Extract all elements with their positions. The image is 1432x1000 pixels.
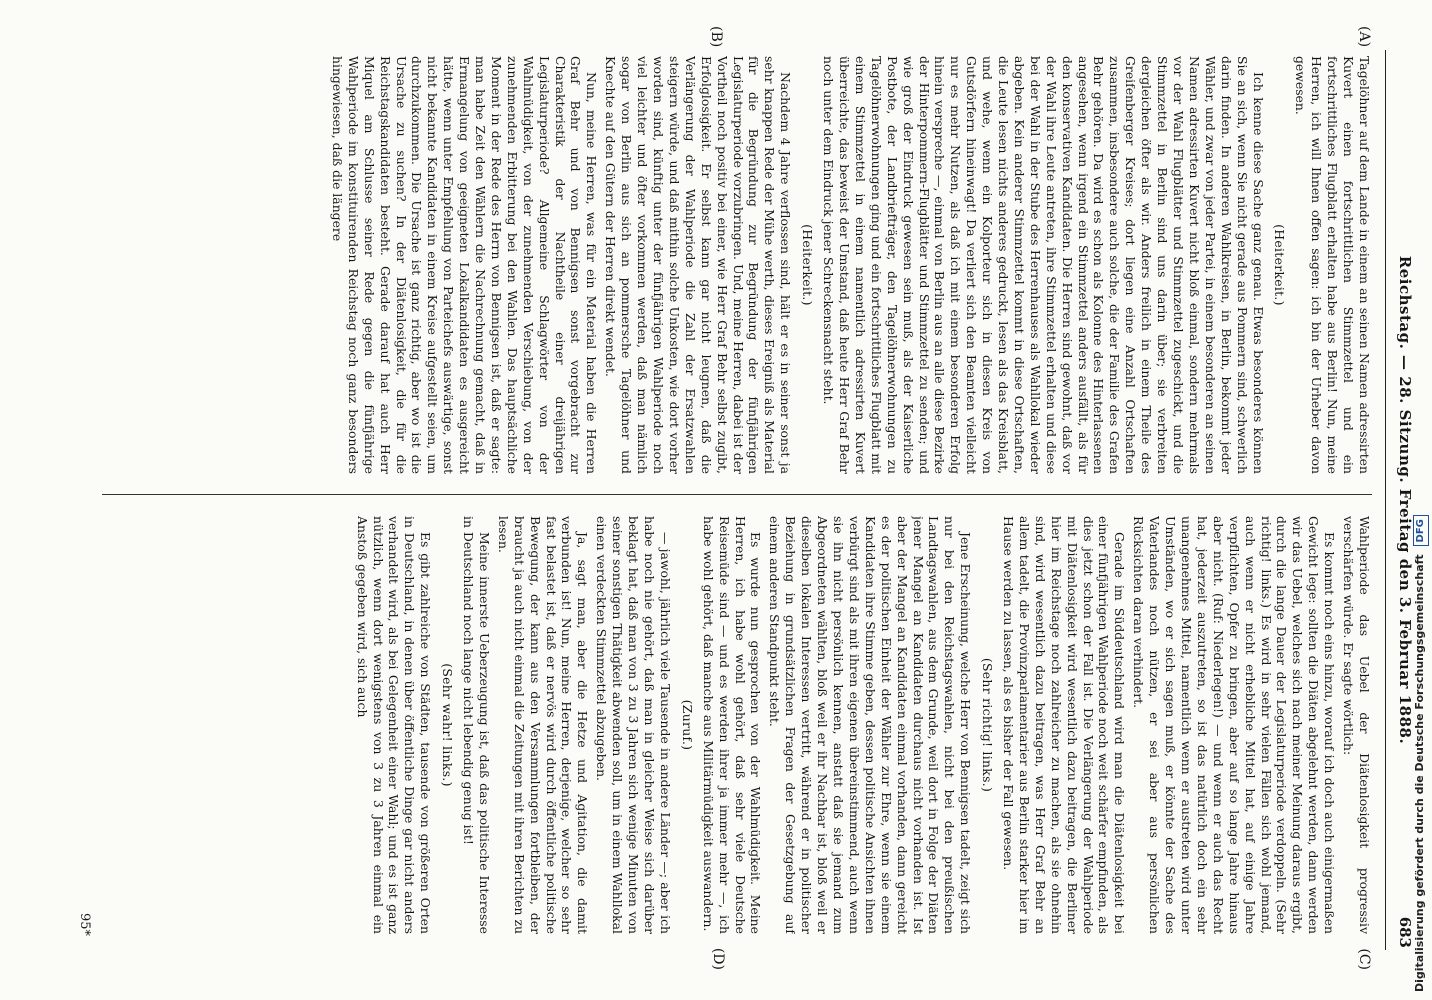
page-number: 683 — [1396, 916, 1414, 948]
paragraph: Nun, meine Herren, was für ein Material haben die Herren Graf Behr und von Bennigsen sonst vorgebracht zur Charakteristik der Nachtheile einer dreijährigen Legislaturperiode? Allgemeine Schlagwörter von der Wahlmüdigkeit, von der zunehmenden Verschiebung, von der zunehmenden Erbitterung bei den Wahlen. Das hauptsächliche Moment in der Rede des Herrn von Bennigsen ist, daß er sagte: man habe Zeit den Wählern die Nachrechnung gemacht, daß in Ermangelung von geeigneten Lokalkandidaten es ausgereicht hätte, wenn unter Empfehlung von Parteichefs auswärtige, sonst nicht bekannte Kandidaten in einem Kreise aufgestellt seien, um durchzukommen. Die Ursache ist ganz richtig, aber wo ist die Ursache zu suchen? In der Diätenlosigkeit, die für die Reichstagskandidaten besteht. Gerade darauf hat auch Herr Miquel am Schlusse seiner Rede gegen die fünfjährige Wahlperiode im konstituirenden Reichstag noch ganz besonders hingewiesen, daß die längere — [329, 56, 600, 474]
right-column — [102, 516, 1372, 934]
paragraph: Nachdem 4 Jahre verflossen sind, hält er es in seiner sonst ja sehr knappen Rede der Mühe werth, dieses Ereigniß als Material für die Begründung zur Begründung der fünfjährigen Legislaturperiode vorzubringen. Und, meine Herren, dabei ist der Vortheil noch positiv bei einer, wie Herr Graf Behr selbst zugibt, Erfolglosigkeit. Er selbst kann gar nicht leugnen, daß die Verlängerung der Wahlperiode die Zahl der Ersatzwahlen steigern würde, und daß mithin solche Unkosten, wie dort vorher worden sind, künftig unter der fünfjährigen Wahlperiode noch viel leichter und öfter vorkommen werden, daß man nämlich sogar von Berlin aus sich an pommersche Tagelöhner und Knechte auf den Gütern der Herren direkt wendet. — [603, 56, 794, 474]
margin-marker-d: (D) — [710, 947, 726, 970]
dfg-logo: DFG — [1413, 515, 1429, 546]
interjection: (Zuruf.) — [679, 699, 695, 751]
column-divider — [102, 494, 1372, 495]
paragraph: Es gibt zahlreiche von Städten, tausende von größeren Orten in Deutschland, in denen über öffentliche Dinge gar nicht anders verhandelt wird, als bei Gelegenheit einer Wahl; und es ist ganz nützlich, wenn dort wenigstens von 3 zu 3 Jahren einmal ein Anstoß gegeben wird, sich auch — [354, 516, 434, 934]
quotation: Es kommt noch eins hinzu, worauf ich doch auch einigermaßen Gewicht lege: sollten die Diäten abgelehnt werden, dann werden wir das Uebel, welches sich nach meiner Meinung daraus ergibt, durch die lange Dauer der Legislaturperiode verdoppeln. (Sehr richtig! links.) Es wird in sehr vielen Fällen sich wohl jemand, auch wenn er nicht erhebliche Mittel hat, auf einige Jahre verpflichten, Opfer zu bringen, aber auf so lange Jahre hinaus aber nicht. (Ruf: Niederlegen!) — und wenn er auch das Recht hat, jederzeit auszutreten, so ist das natürlich doch ein sehr unangenehmes Mittel, namentlich wenn er austreten wird unter Umständen, wo er sich sagen muß, er könnte der Sache des Vaterlandes noch nützen, er sei aber aus persönlichen Rücksichten daran verhindert. — [1131, 516, 1338, 934]
interjection: (Heiterkeit.) — [800, 224, 816, 306]
signature-mark: 95* — [77, 912, 92, 936]
paragraph: Meine innerste Ueberzeugung ist, daß das politische Interesse in Deutschland noch lange nicht lebendig genug ist! — [461, 516, 492, 934]
running-header-title: Reichstag. — 28. Sitzung. Freitag den 3. Februar 1888. — [1396, 255, 1414, 745]
left-column — [102, 56, 1372, 474]
margin-marker-c: (C) — [1356, 948, 1372, 970]
header-rule — [1385, 50, 1386, 950]
paragraph: — jawohl, jährlich viele Tausende in andere Länder —; aber ich habe noch nie gehört, daß man in gleicher Weise sich darüber beklagt hat, daß man von 3 zu 3 Jahren sich wenige Minuten von seiner sonstigen Thätigkeit abwenden soll, um in einem Wahllokal einen verdeckten Stimmzettel abzugeben. — [594, 516, 673, 934]
margin-marker-a: (A) — [1356, 26, 1372, 48]
interjection: (Sehr richtig! links.) — [980, 657, 996, 793]
digitization-credit — [1409, 0, 1431, 1000]
paragraph: Jene Erscheinung, welche Herr von Bennigsen tadelt, zeigt sich nur bei den Reichstagswahlen, nicht bei den preußischen Landtagswahlen, aus dem Grunde, weil dort in Folge der Diäten jener Mangel an Kandidaten durchaus nicht vorhanden ist. Ist aber der Mangel an Kandidaten einmal vorhanden, dann gereicht es der politischen Einheit der Wähler zur Ehre, wenn sie einem Kandidaten ihre Stimme geben, dessen politische Ansichten ihnen verbürgt sind als mit ihren eigenen übereinstimmend, auch wenn sie ihn nicht persönlich kennen, anstatt daß sie jemand zum Abgeordneten wählten, bloß weil er ihr Nachbar ist, bloß weil er dieselben lokalen Interessen vertritt, während er in politischer Beziehung in grundsätzlichen Fragen der Gesetzgebung auf einem anderen Standpunkt steht. — [767, 516, 974, 934]
paragraph: Es wurde nun gesprochen von der Wahlmüdigkeit. Meine Herren, ich habe wohl gehört, daß sehr viele Deutsche Reisemüde sind — und es werden ihrer ja immer mehr —, ich habe wohl gehört, daß manche aus Militärmüdigkeit auswandern. — [700, 516, 764, 934]
paragraph: Ja, sagt man, aber die Hetze und Agitation, die damit verbunden ist! Nun, meine Herren, derjenige, welcher so sehr fast belastet ist, daß er nervös wird durch öffentliche politische Bewegung, der kann aus den Versammlungen fortbleiben, der braucht ja auch nicht einmal die Zeitungen mit ihren Berichten zu lesen. — [495, 516, 591, 934]
paragraph: Tagelöhner auf dem Lande in einem an seinen Namen adressirten Kuvert einen fortschrittlichen Stimmzettel und ein fortschrittliches Flugblatt erhalten habe aus Berlin! Nun, meine Herren, ich will Ihnen offen sagen: ich bin der Urheber davon gewesen. — [1293, 56, 1372, 474]
interjection: (Heiterkeit.) — [1272, 224, 1288, 306]
paragraph: Wahlperiode das Uebel der Diätenlosigkeit progressiv verschärfen würde. Er sagte wörtlich: — [1341, 516, 1372, 934]
paragraph: Gerade im Süddeutschland wird man die Diätenlosigkeit bei einer fünfjährigen Wahlperiode noch weit schärfer empfinden, als dies jetzt schon der Fall ist. Die Verlängerung der Wahlperiode mit Diätenlosigkeit wird wesentlich dazu beitragen, die Berliner hier im Reichstage noch zahlreicher zu machen, als sie ohnehin sind, wird wesentlich dazu beitragen, was Herr Graf Behr an allem tadelt, die Provinzparlamentarier aus Berlin starker hier im Hause werden zu lassen, als es bisher der Fall gewesen. — [1001, 516, 1128, 934]
interjection: (Sehr wahr! links.) — [440, 663, 456, 787]
credit-text: Digitalisierung gefördert durch die Deutsche Forschungsgemeinschaft — [1413, 554, 1426, 992]
paragraph: Ich kenne diese Sache ganz genau. Etwas besonderes können Sie an sich, wenn Sie nicht gerade aus Pommern sind, schwerlich darin finden. In anderen Wahlkreisen, in Berlin, bekommt jeder Wähler, und zwar von jeder Partei, in einem besonderen an seinen Namen adressirten Kuvert nicht bloß einmal, sondern mehrmals vor der Wahl Flugblätter und Stimmzettel zugeschickt, und die Stimmzettel in Berlin sind uns darin über; sie verbreiten dergleichen öfter als wir. Anders freilich in einem Theile des Greifenberger Kreises; dort liegen eine Anzahl Ortschaften zusammen, insbesondere auch solche, die der Familie des Grafen Behr gehören. Da wird es schon als Kolonne des Hinterlassenen angesehen, wenn irgend ein Stimmzettel anders ausfällt, als für den konservativen Kandidaten. Die Herren sind gewohnt, daß vor der Wahl ihre Leute antreten, ihre Stimmzettel erhalten und diese bei der Wahl in der Stube des Herrenhauses als Wahllokal wieder abgeben. Kein anderer Stimmzettel kommt in diese Ortschaften, die Leute lesen nichts anderes gedruckt, lesen als das Kreisblatt, und wehe, wenn ein Kolporteur sich in diesen Kreis von Gutsdörfern hineinwagt! Da verliert sich den Beamten vielleicht nur es mehr Nutzen, als daß ich mit einem besonderen Erfolg hinein verspreche —, einmal von Berlin aus an alle diese Bezirke der Hinterpommern-Flugblätter und Stimmzettel zu senden; und wie groß der Eindruck gewesen sein muß, als der Kaiserliche Postbote, der Landbriefträger, den Tagelöhnerwohnungen zu Tagelöhnerwohnungen ging und ein fortschrittliches Flugblatt mit einem Stimmzettel in einem namentlich adressirten Kuvert überreichte, das beweist der Umstand, daß heute Herr Graf Behr noch unter dem Eindruck jener Schreckensnacht steht. — [821, 56, 1266, 474]
margin-marker-b: (B) — [708, 26, 724, 48]
